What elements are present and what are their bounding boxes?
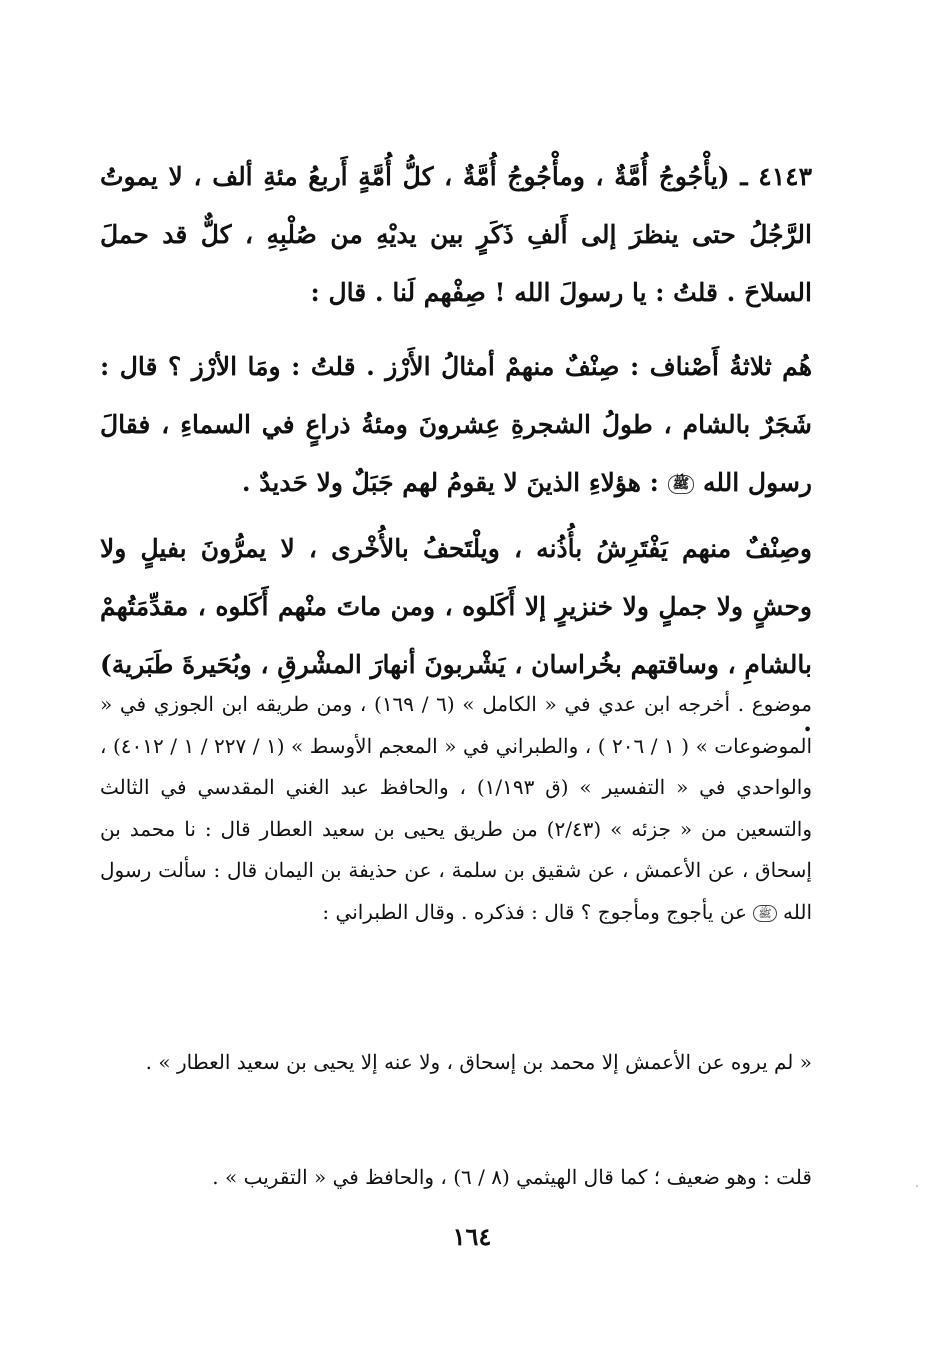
hadith-text-paragraph-1: ٤١٤٣ ـ (يأْجُوجُ أُمَّةٌ ، ومأْجُوجُ أُمَّةٌ ، كلُّ أُمَّةٍ أَربعُ مئةِ ألف ، لا يموتُ الرَّجُلُ حتى ينظرَ إلى أَلفِ ذَكَرٍ بين يديْهِ من صُلْبِهِ ، كلٌّ قد حملَ السلاحَ . قلتُ : يا رسولَ الله ! صِفْهم لَنا . قال : [100,162,812,307]
salutation-icon: ﷺ [753,905,776,922]
hadith-text-paragraph-2 [100,338,812,512]
salutation-icon: ﷺ [668,475,695,495]
hadith-p2-after: : هؤلاءِ الذينَ لا يقومُ لهم جَبَلٌ ولا حَديدٌ . [241,468,659,497]
scan-speck [916,1185,918,1187]
hadith-p2-before: هُم ثلاثةُ أَصْناف : صِنْفٌ منهمْ أمثالُ الأَرْز . قلتُ : ومَا الأرْز ؟ قال : شَجَرٌ بالشام ، طولُ الشجرةِ عِشرونَ ومئةُ ذراعٍ في السماءِ ، فقالَ رسول الله [100,352,812,497]
takhrij-p1-before: موضوع . أخرجه ابن عدي في « الكامل » (٦ / ١٦٩) ، ومن طريقه ابن الجوزي في « الموضوعات » ( ١ / ٢٠٦ ) ، والطبراني في « المعجم الأوسط » (١ / ٢٢٧ / ١ / ٤٠١٢) ، والواحدي في « التفسير » (ق ١/١٩٣) ، والحافظ عبد الغني المقدسي في الثالث والتسعين من « جزئه » (٢/٤٣) من طريق يحيى بن سعيد العطار قال : نا محمد بن إسحاق ، عن الأعمش ، عن شقيق بن سلمة ، عن حذيفة بن اليمان قال : سألت رسول الله [100,692,813,924]
takhrij-p1-after: عن يأجوج ومأجوج ؟ قال : فذكره . وقال الطبراني : [322,899,747,924]
author-comment: قلت : وهو ضعيف ؛ كما قال الهيثمي (٨ / ٦) ، والحافظ في « التقريب » . [212,1165,812,1189]
takhrij-paragraph-1 [100,684,812,933]
hadith-text-paragraph-3: وصِنْفٌ منهم يَفْتَرِشُ بأُذُنه ، ويلْتَحفُ بالأُخْرى ، لا يمرُّونَ بفيلٍ ولا وحشٍ ولا جملٍ ولا خنزيرٍ إلا أَكَلوه ، ومن ماتَ منْهم أَكَلوه ، مقدِّمَتُهمْ بالشامِ ، وساقتهم بخُراسان ، يَشْربونَ أنهارَ المشْرقِ ، وبُحَيرةَ طَبَرية) . [100,534,812,737]
tabarani-quote: « لم يروه عن الأعمش إلا محمد بن إسحاق ، ولا عنه إلا يحيى بن سعيد العطار » . [145,1050,812,1074]
page-number: ١٦٤ [452,1222,492,1251]
